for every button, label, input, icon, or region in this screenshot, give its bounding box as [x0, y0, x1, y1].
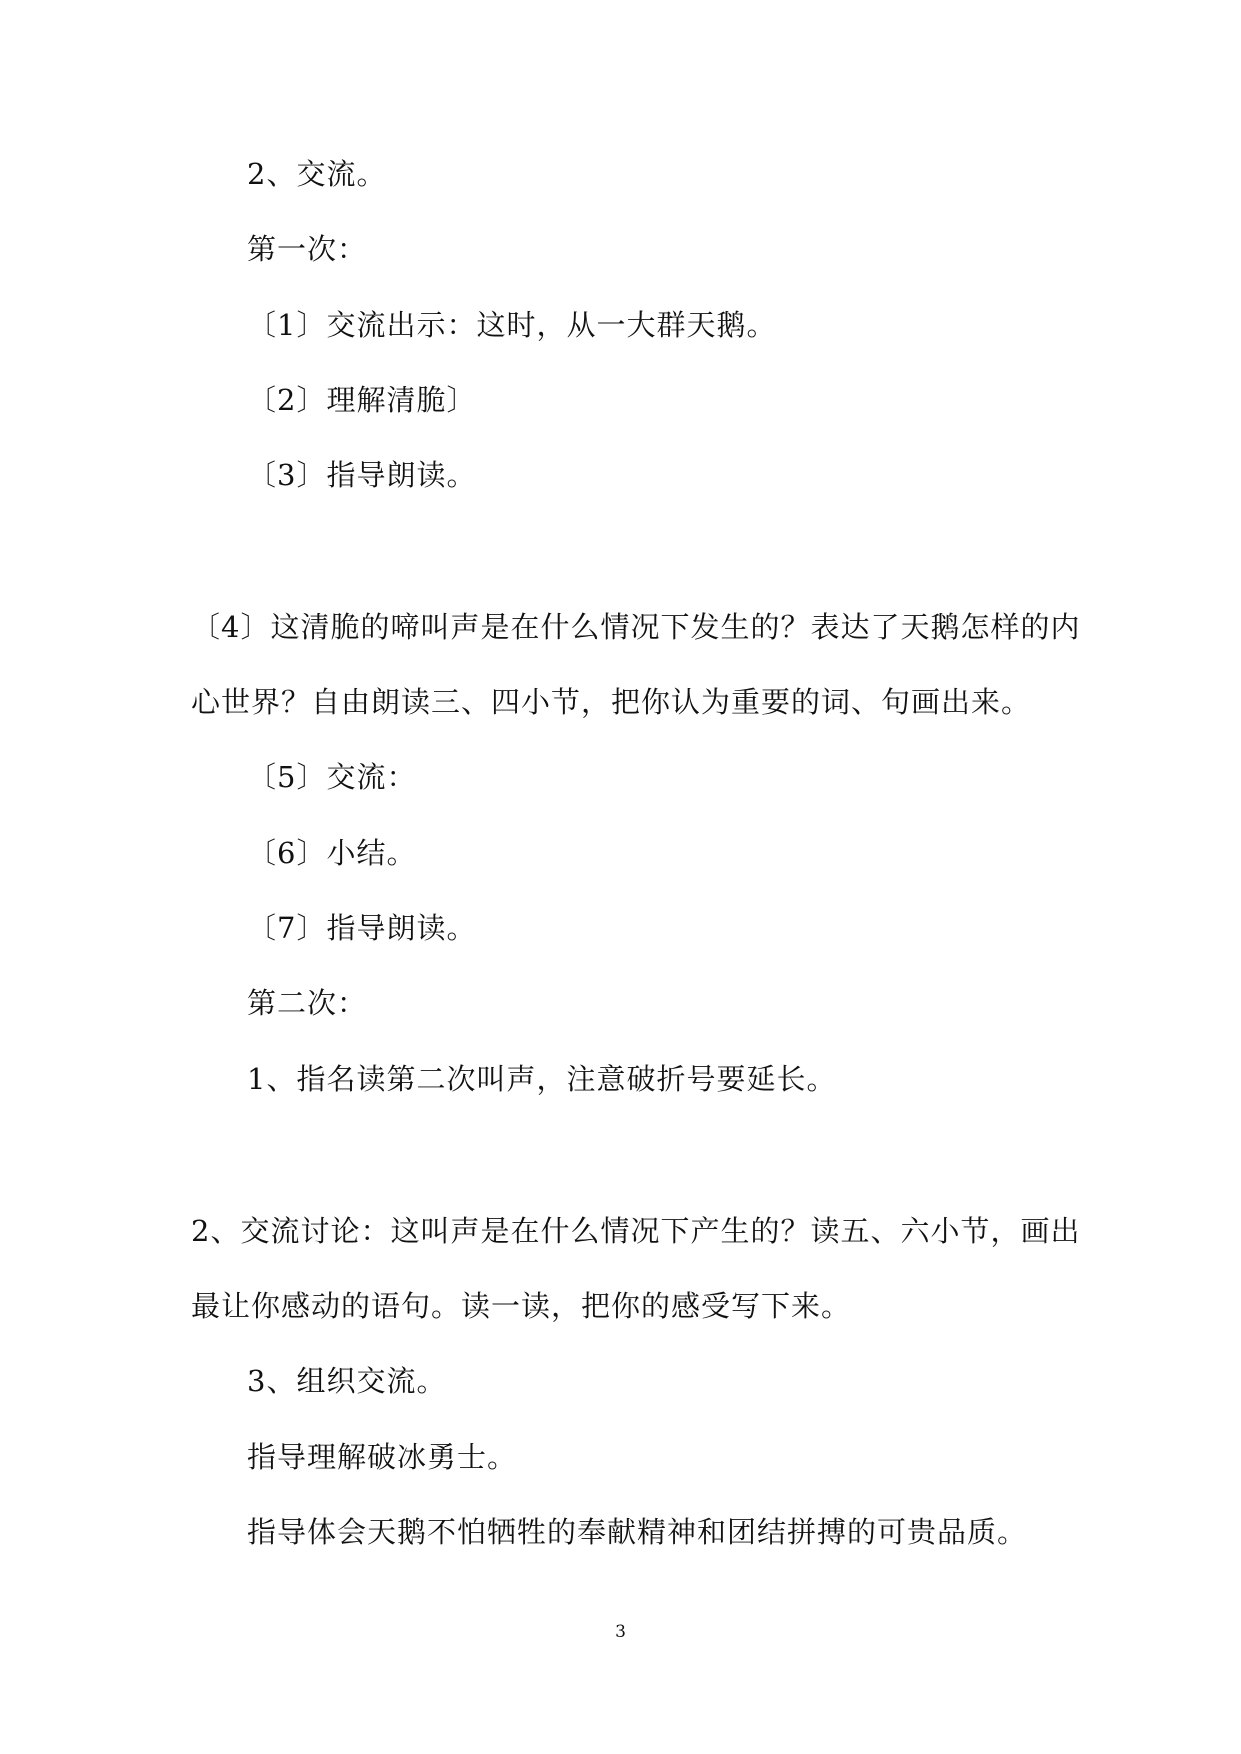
- text-line: 3、组织交流。: [247, 1364, 447, 1398]
- text-line: 指导体会天鹅不怕牺牲的奉献精神和团结拼搏的可贵品质。: [247, 1515, 1028, 1549]
- text-line: 第二次：: [247, 986, 368, 1020]
- text-line: 指导理解破冰勇士。: [247, 1440, 518, 1474]
- text-line: 〔6〕小结。: [247, 836, 417, 870]
- text-line: 〔7〕指导朗读。: [247, 911, 477, 945]
- page-number: 3: [615, 1622, 626, 1642]
- text-line: 第一次：: [247, 232, 368, 266]
- text-line: 心世界？自由朗读三、四小节，把你认为重要的词、句画出来。: [191, 685, 1032, 719]
- text-line: 〔5〕交流：: [247, 760, 417, 794]
- text-line: 最让你感动的语句。读一读，把你的感受写下来。: [191, 1289, 852, 1323]
- text-line: 〔2〕理解清脆〕: [247, 383, 477, 417]
- text-line: 2、交流讨论：这叫声是在什么情况下产生的？读五、六小节，画出: [191, 1214, 1081, 1248]
- text-line: 2、交流。: [247, 157, 387, 191]
- text-line: 〔1〕交流出示：这时，从一大群天鹅。: [247, 308, 777, 342]
- text-line: 〔4〕这清脆的啼叫声是在什么情况下发生的？表达了天鹅怎样的内: [191, 610, 1081, 644]
- text-line: 1、指名读第二次叫声，注意破折号要延长。: [247, 1062, 837, 1096]
- text-line: 〔3〕指导朗读。: [247, 458, 477, 492]
